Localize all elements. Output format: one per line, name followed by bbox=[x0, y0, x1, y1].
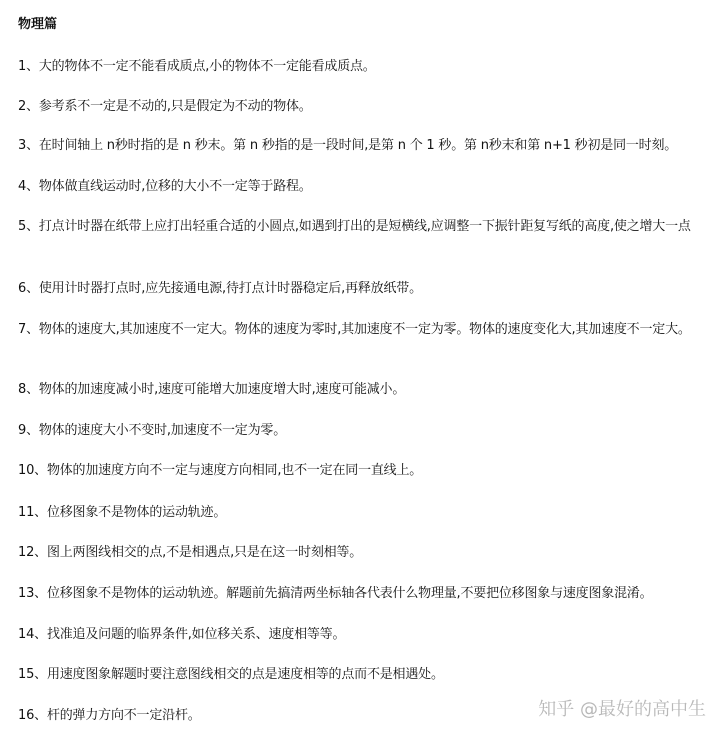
list-item bbox=[18, 56, 708, 77]
item-text: 物体的速度大小不变时,加速度不一定为零。 bbox=[38, 423, 287, 438]
item-number: 16、 bbox=[18, 708, 47, 723]
item-number: 13、 bbox=[18, 586, 47, 601]
item-number: 2、 bbox=[18, 99, 39, 114]
list-item bbox=[18, 583, 708, 604]
list-item bbox=[18, 420, 708, 441]
item-number: 7、 bbox=[18, 322, 39, 337]
list-item bbox=[18, 502, 708, 523]
item-number: 6、 bbox=[18, 281, 39, 296]
item-number: 9、 bbox=[18, 423, 39, 438]
item-text: 物体的速度大,其加速度不一定大。物体的速度为零时,其加速度不一定为零。物体的速度变化大,其加速度不一定大。 bbox=[38, 322, 691, 337]
item-text: 物体做直线运动时,位移的大小不一定等于路程。 bbox=[38, 179, 312, 194]
item-text: 杆的弹力方向不一定沿杆。 bbox=[46, 708, 201, 723]
item-text: 使用计时器打点时,应先接通电源,待打点计时器稳定后,再释放纸带。 bbox=[38, 281, 422, 296]
list-item bbox=[18, 278, 708, 299]
item-text: 图上两图线相交的点,不是相遇点,只是在这一时刻相等。 bbox=[46, 545, 363, 560]
item-number: 4、 bbox=[18, 179, 39, 194]
item-text: 位移图象不是物体的运动轨迹。解题前先搞清两坐标轴各代表什么物理量,不要把位移图象与速度图象混淆。 bbox=[46, 586, 653, 601]
item-text: 用速度图象解题时要注意图线相交的点是速度相等的点而不是相遇处。 bbox=[46, 667, 444, 682]
item-number: 14、 bbox=[18, 627, 47, 642]
item-text: 大的物体不一定不能看成质点,小的物体不一定能看成质点。 bbox=[38, 59, 376, 74]
list-item bbox=[18, 216, 708, 237]
item-number: 11、 bbox=[18, 505, 47, 520]
list-item bbox=[18, 664, 708, 685]
item-text: 打点计时器在纸带上应打出轻重合适的小圆点,如遇到打出的是短横线,应调整一下振针距复写纸的高度,使之增大一点 bbox=[38, 219, 691, 234]
document-title: 物理篇 bbox=[18, 17, 58, 32]
list-item bbox=[18, 624, 708, 645]
item-number: 15、 bbox=[18, 667, 47, 682]
item-number: 10、 bbox=[18, 463, 47, 478]
item-text: 找准追及问题的临界条件,如位移关系、速度相等等。 bbox=[46, 627, 346, 642]
item-text: 物体的加速度方向不一定与速度方向相同,也不一定在同一直线上。 bbox=[46, 463, 423, 478]
list-item bbox=[18, 379, 708, 400]
item-text: 物体的加速度减小时,速度可能增大加速度增大时,速度可能减小。 bbox=[38, 382, 406, 397]
item-text: 参考系不一定是不动的,只是假定为不动的物体。 bbox=[38, 99, 312, 114]
list-item bbox=[18, 96, 708, 117]
item-number: 3、 bbox=[18, 138, 39, 153]
item-number: 1、 bbox=[18, 59, 39, 74]
list-item bbox=[18, 460, 708, 481]
item-number: 8、 bbox=[18, 382, 39, 397]
list-item bbox=[18, 135, 708, 156]
list-item bbox=[18, 542, 708, 563]
list-item bbox=[18, 319, 708, 340]
item-text: 在时间轴上 n秒时指的是 n 秒末。第 n 秒指的是一段时间,是第 n 个 1 秒。第 n秒末和第 n+1 秒初是同一时刻。 bbox=[38, 138, 678, 153]
item-text: 位移图象不是物体的运动轨迹。 bbox=[46, 505, 227, 520]
watermark: 知乎 @最好的高中生 bbox=[538, 699, 706, 720]
list-item bbox=[18, 176, 708, 197]
item-number: 12、 bbox=[18, 545, 47, 560]
item-number: 5、 bbox=[18, 219, 39, 234]
